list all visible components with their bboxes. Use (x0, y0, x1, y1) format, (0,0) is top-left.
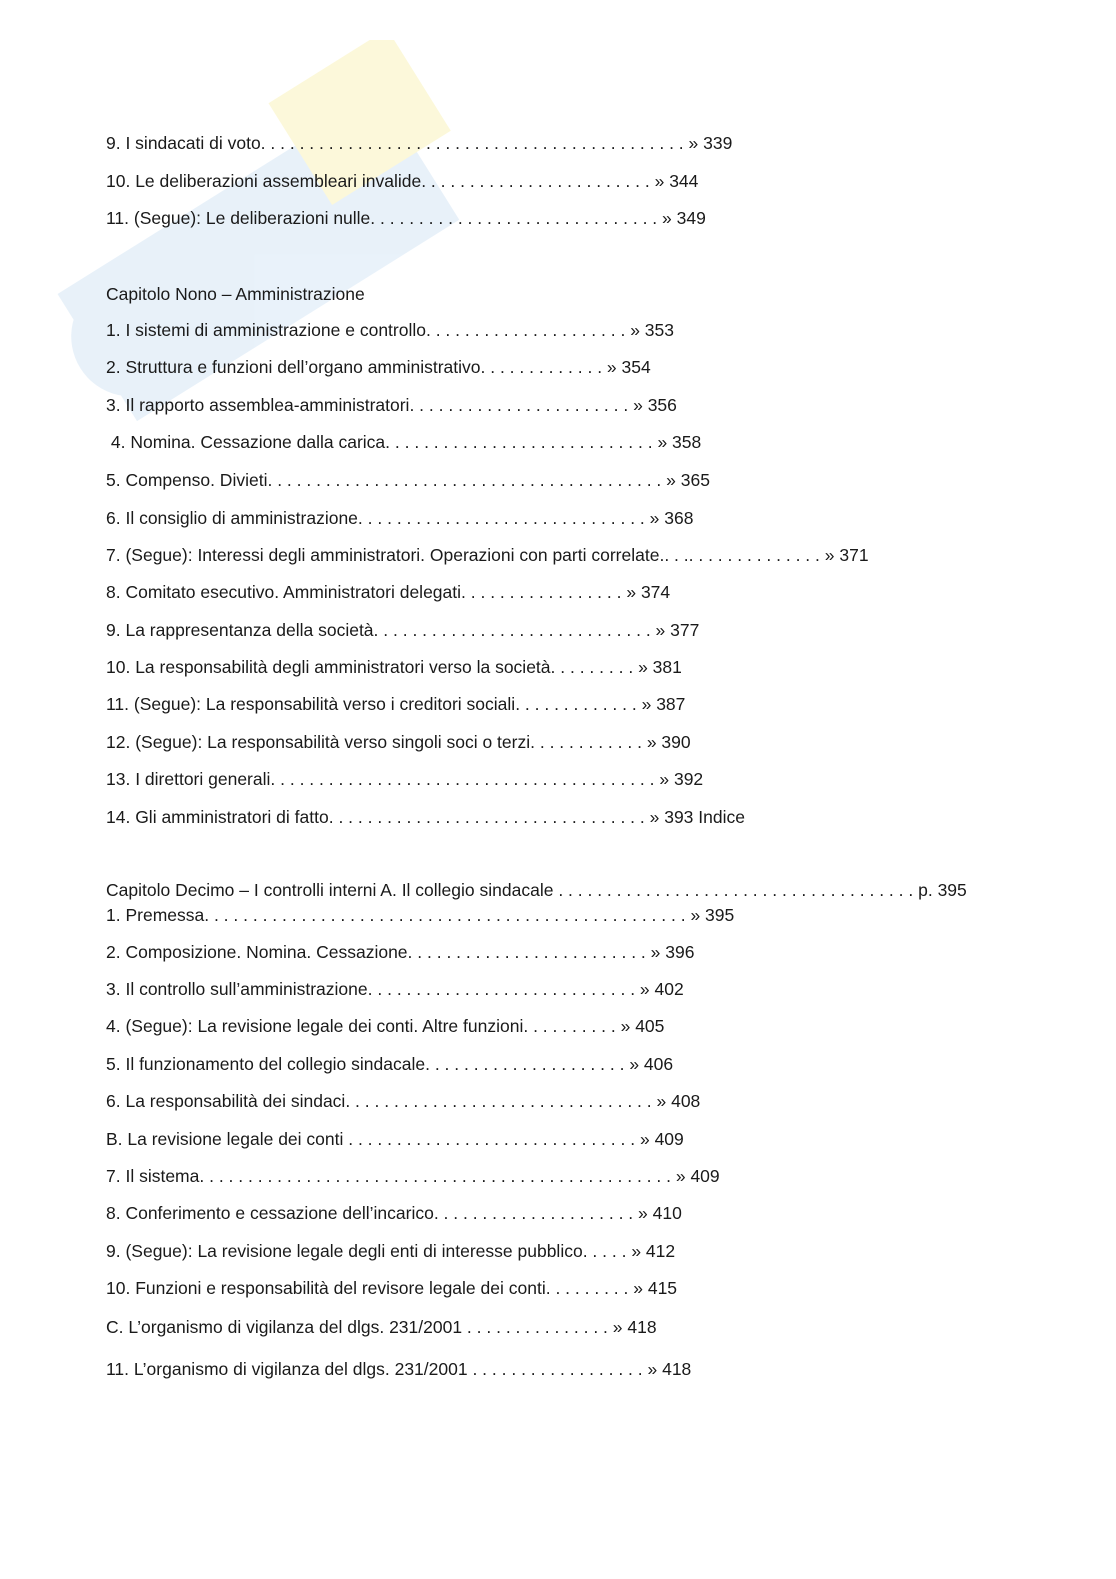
page-number: » 393 Indice (649, 807, 745, 827)
page-number: » 339 (688, 133, 733, 153)
dot-leader: . . . . . . . . . . . . . . . . . . . . . . . . . . . . . . . . . . . . . . . . . . . . (260, 133, 689, 153)
toc-entry (106, 769, 703, 789)
entry-title: 7. Il sistema (106, 1166, 200, 1186)
page-number: » 368 (649, 508, 694, 528)
page-number: » 392 (659, 769, 704, 789)
toc-entry (106, 320, 674, 340)
page-number: » 356 (633, 395, 677, 415)
dot-leader: . . . . . . . . . . . . . . . . . . . . . . . . . . . . . . . . (345, 1091, 657, 1111)
dot-leader: . . . . . . . . . . . . . (480, 357, 607, 377)
dot-leader: . . . . . . . . . . . . . . . . . . . . . . . . . . . . . (373, 620, 656, 640)
entry-title: 12. (Segue): La responsabilità verso singoli soci o terzi (106, 732, 531, 752)
entry-title: 11. (Segue): Le deliberazioni nulle (106, 208, 371, 228)
entry-title: 9. La rappresentanza della società (106, 620, 374, 640)
toc-entry (106, 620, 699, 640)
toc-entry (106, 979, 684, 999)
toc-entry (106, 1129, 684, 1149)
page-number: » 406 (629, 1054, 674, 1074)
page-number: » 412 (631, 1241, 676, 1261)
entry-title: 2. Composizione. Nomina. Cessazione (106, 942, 408, 962)
entry-title: 11. (Segue): La responsabilità verso i creditori sociali (106, 694, 516, 714)
toc-entry (106, 1054, 673, 1074)
dot-leader: . . . . . . . . . . . . . . . . . . (472, 1359, 648, 1379)
entry-title: B. La revisione legale dei conti (106, 1129, 349, 1149)
entry-title: 2. Struttura e funzioni dell’organo amministrativo (106, 357, 481, 377)
dot-leader: . . . . . . . . . . . . . . . . . (461, 582, 627, 602)
toc-entry (106, 357, 651, 377)
dot-leader: . . . . . . . . . . . . (530, 732, 647, 752)
entry-title: 6. Il consiglio di amministrazione (106, 508, 358, 528)
page-number: » 371 (824, 545, 869, 565)
dot-leader: . . . . . . . . . . . . . . . . . . . . . . . . . . . . . . (348, 1129, 640, 1149)
entry-title: 5. Il funzionamento del collegio sindacale (106, 1054, 426, 1074)
entry-title: 6. La responsabilità dei sindaci (106, 1091, 346, 1111)
entry-title: 4. (Segue): La revisione legale dei conti. Altre funzioni (106, 1016, 524, 1036)
page-number: » 418 (647, 1359, 692, 1379)
dot-leader: . . . . . . . . . . . . . . . . . . . . . . . . . . . . . . . . . . . . . . . . . . . . . . . . . . (204, 905, 691, 925)
dot-leader: . . . . . . . . . . . . . . . . . . . . . . . . . . . . . . . . . . . . . . . . . . . . . . . . . (199, 1166, 676, 1186)
chapter-heading-line (106, 880, 967, 900)
page-number: » 408 (656, 1091, 701, 1111)
toc-entry (106, 1317, 657, 1337)
page-number: » 349 (662, 208, 706, 228)
page-number: » 396 (650, 942, 695, 962)
page-number: » 358 (657, 432, 702, 452)
entry-title: 13. I direttori generali (106, 769, 271, 789)
chapter-heading: Capitolo Nono – Amministrazione (106, 284, 365, 304)
dot-leader: . . . . . . . . . . . . . . . . . . . . . . . . . . . . . . . . . . . . . (553, 880, 919, 900)
page-number: » 395 (690, 905, 735, 925)
page-number: » 418 (612, 1317, 657, 1337)
page-number: » 409 (639, 1129, 684, 1149)
entry-title: 8. Comitato esecutivo. Amministratori delegati (106, 582, 462, 602)
entry-title: 10. La responsabilità degli amministratori verso la società (106, 657, 551, 677)
dot-leader: . . . . . . . . . . (523, 1016, 621, 1036)
toc-entry (106, 1091, 700, 1111)
entry-title: 3. Il rapporto assemblea-amministratori (106, 395, 410, 415)
page-number: » 390 (646, 732, 691, 752)
page-number: » 353 (630, 320, 674, 340)
page-number: » 344 (654, 171, 699, 191)
toc-entry (106, 470, 710, 490)
dot-leader: . . . . . . . . . . . . . . . . . . . . . . . . . . . . . . . . . . . . . . . . . (267, 470, 667, 490)
toc-entry (106, 1359, 691, 1379)
entry-title: 9. (Segue): La revisione legale degli enti di interesse pubblico (106, 1241, 583, 1261)
page-number: » 410 (638, 1203, 682, 1223)
toc-entry (106, 905, 734, 925)
chapter-heading: Capitolo Decimo – I controlli interni A. Il collegio sindacale (106, 880, 554, 900)
toc-entry (106, 582, 670, 602)
entry-title: C. L’organismo di vigilanza del dlgs. 231/2001 (106, 1317, 467, 1337)
page-number: » 405 (620, 1016, 665, 1036)
toc-entry (106, 208, 706, 228)
page-number: » 365 (666, 470, 710, 490)
toc-entry (106, 508, 693, 528)
toc-entry (106, 942, 694, 962)
dot-leader: . . . . . . . . . . . . . . . . . . . . . . . . . . . . . . (357, 508, 650, 528)
entry-title: 5. Compenso. Divieti (106, 470, 268, 490)
entry-title: 11. L’organismo di vigilanza del dlgs. 231/2001 (106, 1359, 473, 1379)
dot-leader: . . . . . . . . . . . . . . . . . . . . . (425, 320, 631, 340)
dot-leader: . . . . . . . . . . . . . . . . . . . . . . . (409, 395, 634, 415)
page-number: » 415 (633, 1278, 678, 1298)
toc-entry (106, 807, 745, 827)
entry-title: 7. (Segue): Interessi degli amministratori. Operazioni con parti correlate. (106, 545, 665, 565)
dot-leader: . . . . . . . . . . . . . . . . . . . . . (425, 1054, 630, 1074)
dot-leader: . . . . . . . . . . . . . . . (466, 1317, 613, 1337)
entry-title: 9. I sindacati di voto (106, 133, 261, 153)
dot-leader: . . . . . . . . . . . . . . . . . . . . . . . . . . . . . . . . . (328, 807, 650, 827)
entry-title: 1. I sistemi di amministrazione e controllo (106, 320, 426, 340)
toc-entry (106, 1278, 677, 1298)
dot-leader: . . . . . . . . . (550, 657, 639, 677)
entry-title: 10. Funzioni e responsabilità del revisore legale dei conti (106, 1278, 546, 1298)
toc-entry (106, 694, 685, 714)
dot-leader: . . . . . . . . . . . . . . . . . . . . . . . . . (407, 942, 651, 962)
dot-leader: . . . . . . . . . . . . . . . . . . . . . . . . . . . . . . (370, 208, 663, 228)
entry-title: 4. Nomina. Cessazione dalla carica (106, 432, 386, 452)
dot-leader: . . . . . . . . . . . . . . . . . . . . . . . . . . . . (367, 979, 640, 999)
entry-title: 10. Le deliberazioni assembleari invalide (106, 171, 422, 191)
entry-title: 14. Gli amministratori di fatto (106, 807, 329, 827)
toc-entry (106, 1203, 682, 1223)
page-number: » 409 (675, 1166, 720, 1186)
dot-leader: . . . . . . . . . . . . . . . . . . . . . (433, 1203, 639, 1223)
page-number: » 354 (606, 357, 651, 377)
entry-title: 1. Premessa (106, 905, 205, 925)
toc-entry (106, 1016, 664, 1036)
entry-title: 8. Conferimento e cessazione dell’incarico (106, 1203, 434, 1223)
page-number: » 387 (641, 694, 686, 714)
entry-title: 3. Il controllo sull’amministrazione (106, 979, 368, 999)
toc-entry (106, 732, 691, 752)
page-number: » 381 (638, 657, 682, 677)
toc-entry (106, 171, 698, 191)
toc-entry (106, 1166, 720, 1186)
page-number: p. 395 (918, 880, 967, 900)
toc-entry (106, 1241, 675, 1261)
page-number: » 374 (626, 582, 671, 602)
dot-leader: . . . . . . . . . . . . . . . . . . . . . . . . (421, 171, 655, 191)
dot-leader: . . . . . (582, 1241, 632, 1261)
toc-entry (106, 657, 682, 677)
toc-entry (106, 395, 677, 415)
toc-entry (106, 133, 732, 153)
dot-leader: . . . . . . . . . . . . . (515, 694, 642, 714)
dot-leader: . . . . . . . . . . . . . . . . . . . . . . . . . . . . . . . . . . . . . . . . (270, 769, 660, 789)
page-number: » 402 (639, 979, 684, 999)
toc-entry (106, 545, 869, 565)
dot-leader: . . .. . . . . . . . . . . . . . (664, 545, 825, 565)
page-number: » 377 (655, 620, 700, 640)
chapter-heading-line (106, 284, 365, 304)
dot-leader: . . . . . . . . . (545, 1278, 634, 1298)
toc-entry (106, 432, 701, 452)
dot-leader: . . . . . . . . . . . . . . . . . . . . . . . . . . . . (385, 432, 658, 452)
